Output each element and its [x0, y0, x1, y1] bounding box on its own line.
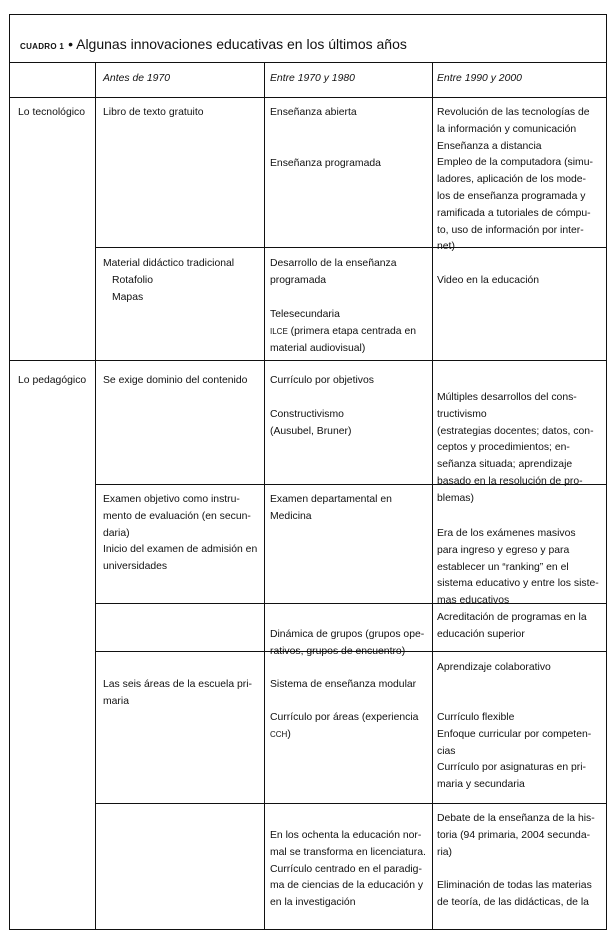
- cell-line: Currículo flexible: [437, 712, 515, 723]
- cell-line: Debate de la enseñanza de la his-: [437, 813, 595, 824]
- cell: [437, 878, 592, 912]
- cell-line: rativos, grupos de encuentro): [270, 645, 406, 657]
- header-col-2: Antes de 1970: [103, 73, 171, 84]
- cell-line: en la investigación: [270, 897, 356, 909]
- cell-line: programada: [270, 274, 327, 286]
- table-title: [20, 36, 407, 52]
- cell-line: Desarrollo de la enseñanza: [270, 258, 397, 269]
- cell: [270, 677, 416, 694]
- cell: [437, 273, 539, 290]
- cell-line: los de enseñanza programada y: [437, 190, 586, 202]
- cell-line: educación superior: [437, 628, 525, 640]
- cell: [270, 828, 426, 912]
- cell-line: mal se transforma en licenciatura.: [270, 846, 426, 858]
- cell-line: Enseñanza programada: [270, 158, 381, 169]
- cell-line: ramificada a tutoriales de cómpu-: [437, 207, 591, 219]
- border: [606, 14, 607, 930]
- cell-line: Currículo por objetivos: [270, 375, 374, 386]
- cell-line: universidades: [103, 561, 168, 573]
- cell: [270, 710, 418, 744]
- cell-line: Aprendizaje colaborativo: [437, 662, 551, 673]
- border: [264, 62, 265, 930]
- cell: [270, 373, 374, 390]
- cell-line: la información y comunicación: [437, 123, 577, 135]
- cell-line: señanza situada; aprendizaje: [437, 459, 573, 471]
- border: [9, 14, 10, 930]
- cell: [437, 710, 591, 794]
- cell-line: Currículo por asignaturas en pri-: [437, 762, 587, 774]
- cell-line: Inicio del examen de admisión en: [103, 544, 258, 556]
- cell: [437, 811, 595, 861]
- cell-line: [270, 727, 418, 744]
- cell-line: basado en la resolución de pro-: [437, 475, 583, 487]
- cell-line: Enseñanza abierta: [270, 107, 357, 118]
- cell-line: (estrategias docentes; datos, con-: [437, 425, 594, 437]
- cell-line: maria: [103, 695, 129, 707]
- table-label: CUADRO 1: [20, 42, 65, 51]
- cell-line: Currículo centrado en el paradig-: [270, 863, 422, 875]
- border: [95, 62, 96, 930]
- title-separator: •: [68, 36, 73, 52]
- cell-line: Sistema de enseñanza modular: [270, 679, 417, 690]
- border: [432, 62, 433, 930]
- cell-line: sistema educativo y entre los siste-: [437, 578, 599, 590]
- cell: [437, 610, 587, 644]
- row-label-ped: Lo pedagógico: [18, 375, 87, 386]
- cell-line: to, uso de información por inter-: [437, 224, 584, 236]
- cell-line: Enfoque curricular por competen-: [437, 728, 592, 740]
- cell-line: daria): [103, 527, 130, 539]
- cell-line: Constructivismo: [270, 409, 344, 420]
- cell: [103, 105, 204, 122]
- cell-line: Múltiples desarrollos del cons-: [437, 392, 577, 403]
- border: [9, 360, 607, 361]
- cell: [270, 492, 392, 526]
- cell-line: [270, 324, 416, 341]
- cell-line: ceptos y procedimientos; en-: [437, 442, 570, 454]
- cell-line: En los ochenta la educación nor-: [270, 830, 422, 841]
- cell-line: (Ausubel, Bruner): [270, 425, 352, 437]
- cell-line: para ingreso y egreso y para: [437, 544, 570, 556]
- border: [9, 97, 607, 98]
- cell: [437, 390, 594, 508]
- cell: [103, 492, 257, 576]
- cell: [103, 677, 252, 711]
- cell-text: (primera etapa centrada en: [287, 325, 417, 337]
- cell-line: ma de ciencias de la educación y: [270, 880, 424, 892]
- cell-line: establecer un “ranking” en el: [437, 561, 569, 573]
- cell-line: cias: [437, 745, 456, 757]
- cell-line: Las seis áreas de la escuela pri-: [103, 679, 253, 690]
- border: [95, 803, 607, 804]
- cell-line: Examen objetivo como instru-: [103, 494, 240, 505]
- cell-line: ladores, aplicación de los mode-: [437, 174, 587, 186]
- cell-line: net): [437, 241, 455, 253]
- cell: [437, 526, 599, 610]
- cell-line: Era de los exámenes masivos: [437, 528, 576, 539]
- cell-line: Mapas: [112, 291, 144, 303]
- cell-text: ): [287, 728, 291, 740]
- abbr: CCH: [270, 729, 288, 739]
- cell-line: toria (94 primaria, 2004 secunda-: [437, 829, 591, 841]
- cell-line: Eliminación de todas las materias: [437, 880, 592, 891]
- cell: [270, 407, 351, 441]
- cell-line: blemas): [437, 492, 474, 504]
- cell: [270, 307, 416, 357]
- cell-line: Examen departamental en: [270, 494, 392, 505]
- border: [9, 14, 607, 15]
- cell-line: maria y secundaria: [437, 779, 525, 791]
- abbr: ILCE: [270, 326, 288, 336]
- cell-line: material audiovisual): [270, 342, 366, 354]
- header-col-3: Entre 1970 y 1980: [270, 73, 355, 84]
- cell-line: Material didáctico tradicional: [103, 258, 235, 269]
- cell-line: Telesecundaria: [270, 309, 340, 320]
- cell-line: ria): [437, 846, 453, 858]
- cell: [103, 373, 247, 390]
- cell-line: Dinámica de grupos (grupos ope-: [270, 629, 425, 640]
- cell-line: tructivismo: [437, 408, 487, 420]
- cell-line: Rotafolio: [112, 274, 154, 286]
- cell-line: mas educativos: [437, 595, 510, 607]
- cell-line: Video en la educación: [437, 275, 540, 286]
- cell: [437, 660, 551, 677]
- cell: [270, 256, 397, 290]
- cell-line: Revolución de las tecnologías de: [437, 107, 590, 118]
- title-text: Algunas innovaciones educativas en los últimos años: [76, 36, 407, 52]
- cell: [437, 105, 593, 256]
- header-col-4: Entre 1990 y 2000: [437, 73, 522, 84]
- cell-line: Medicina: [270, 510, 312, 522]
- cell-line: Se exige dominio del contenido: [103, 375, 248, 386]
- cell-line: de teoría, de las didácticas, de la: [437, 896, 589, 908]
- cell-line: Acreditación de programas en la: [437, 612, 587, 623]
- cell-line: Empleo de la computadora (simu-: [437, 157, 593, 169]
- cell: [270, 627, 424, 661]
- cell-line: Libro de texto gratuito: [103, 107, 204, 118]
- cell-line: mento de evaluación (en secun-: [103, 510, 251, 522]
- cell: [103, 256, 234, 306]
- border: [9, 929, 607, 930]
- cell-line: Currículo por áreas (experiencia: [270, 712, 419, 723]
- cell: [270, 105, 357, 122]
- row-label-tech: Lo tecnológico: [18, 107, 86, 118]
- cell: [270, 156, 381, 173]
- border: [9, 62, 607, 63]
- cell-line: Enseñanza a distancia: [437, 140, 542, 152]
